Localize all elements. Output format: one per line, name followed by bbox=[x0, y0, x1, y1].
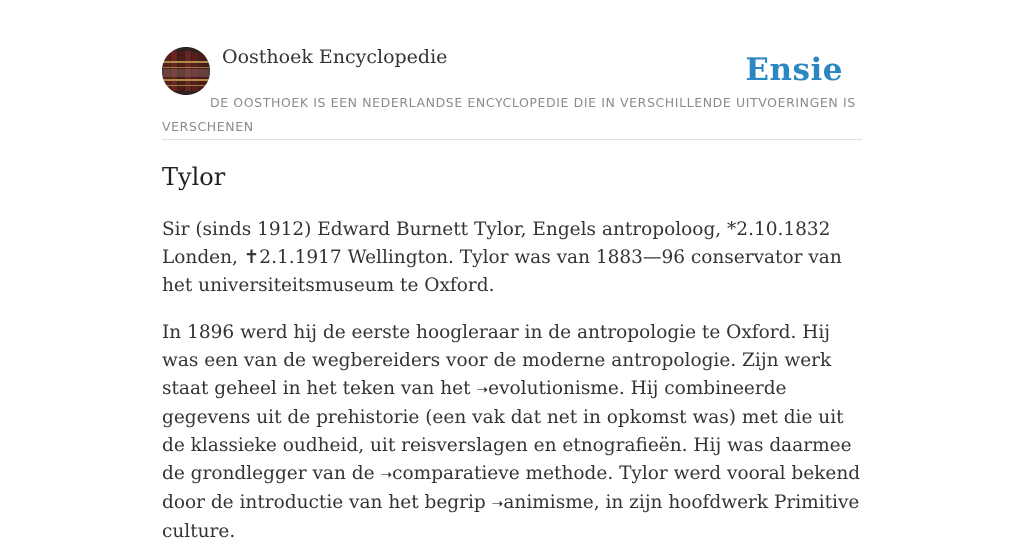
article-paragraph: Sir (sinds 1912) Edward Burnett Tylor, Engels antropoloog, *2.10.1832 Londen, ✝2.1.1917 Wellington. Tylor was van 1883—96 conservator van het universiteitsmuseum te Oxford. bbox=[162, 219, 842, 296]
link-evolutionisme[interactable] bbox=[476, 378, 618, 399]
link-text[interactable]: comparatieve methode bbox=[392, 463, 608, 484]
link-text[interactable]: evolutionisme bbox=[488, 378, 619, 399]
article-title: Tylor bbox=[162, 163, 226, 191]
link-animisme[interactable] bbox=[492, 492, 594, 513]
divider bbox=[162, 139, 862, 140]
brand-logo[interactable]: Ensie bbox=[745, 52, 843, 88]
paragraph-text: . Tylor werd vooral bekend door de introductie van het begrip bbox=[162, 463, 861, 513]
site-title[interactable]: Oosthoek Encyclopedie bbox=[222, 46, 448, 68]
arrow-right-icon: ➝ bbox=[476, 382, 489, 398]
tagline: DE OOSTHOEK IS EEN NEDERLANDSE ENCYCLOPEDIE DIE IN VERSCHILLENDE UITVOERINGEN IS VERSCHENEN bbox=[162, 95, 856, 134]
encyclopedia-books-icon bbox=[162, 47, 210, 95]
link-text[interactable]: animisme bbox=[503, 492, 594, 513]
paragraph-text: , in zijn hoofdwerk Primitive culture. bbox=[162, 492, 860, 542]
arrow-right-icon: ➝ bbox=[491, 496, 504, 512]
arrow-right-icon: ➝ bbox=[380, 467, 393, 483]
paragraph-text: . Hij combineerde gegevens uit de prehistorie (een vak dat net in opkomst was) met die uit de klassieke oudheid, uit reisverslagen en etnografieën. Hij was daarmee de grondlegger van de bbox=[162, 378, 852, 484]
paragraph-text: In 1896 werd hij de eerste hoogleraar in de antropologie te Oxford. Hij was een van de wegbereiders voor de moderne antropologie. Zijn werk staat geheel in het teken van het bbox=[162, 322, 832, 399]
link-comparatieve-methode[interactable] bbox=[380, 463, 607, 484]
avatar[interactable] bbox=[162, 47, 210, 95]
